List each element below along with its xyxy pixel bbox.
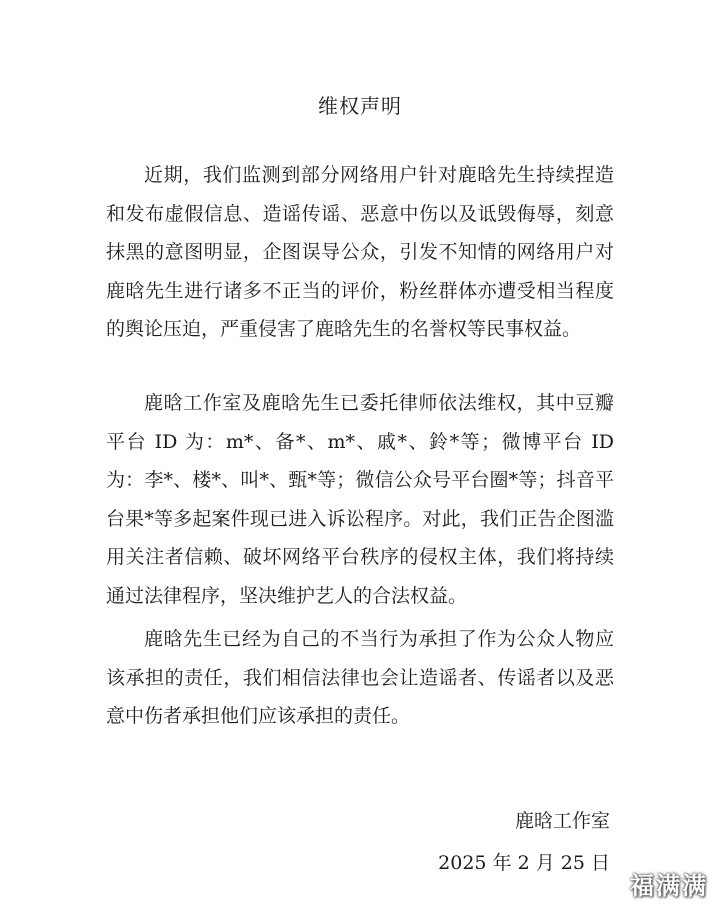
signature-date: 2025 年 2 月 25 日: [438, 852, 610, 874]
signature-organization: 鹿晗工作室: [514, 810, 610, 832]
paragraph-3: 鹿晗先生已经为自己的不当行为承担了作为公众人物应该承担的责任，我们相信法律也会让造谣者、传谣者以及恶意中伤者承担他们应该承担的责任。: [106, 628, 614, 727]
paragraph-1: 近期，我们监测到部分网络用户针对鹿晗先生持续捏造和发布虚假信息、造谣传谣、恶意中伤以及诋毁侮辱，刻意抹黑的意图明显，企图误导公众，引发不知情的网络用户对鹿晗先生进行诸多不正当的评价，粉丝群体亦遭受相当程度的舆论压迫，严重侵害了鹿晗先生的名誉权等民事权益。: [106, 164, 614, 340]
watermark: 福满满: [630, 872, 708, 900]
document-title: 维权声明: [318, 94, 402, 118]
paragraph-2: 鹿晗工作室及鹿晗先生已委托律师依法维权，其中豆瓣平台 ID 为：m*、备*、m*、戚*、鈴*等；微博平台 ID 为：李*、楼*、叫*、甄*等；微信公众号平台圈*等；抖音平台果*等多起案件现已进入诉讼程序。对此，我们正告企图滥用关注者信赖、破坏网络平台秩序的侵权主体，我们将持续通过法律程序，坚决维护艺人的合法权益。: [106, 392, 614, 607]
